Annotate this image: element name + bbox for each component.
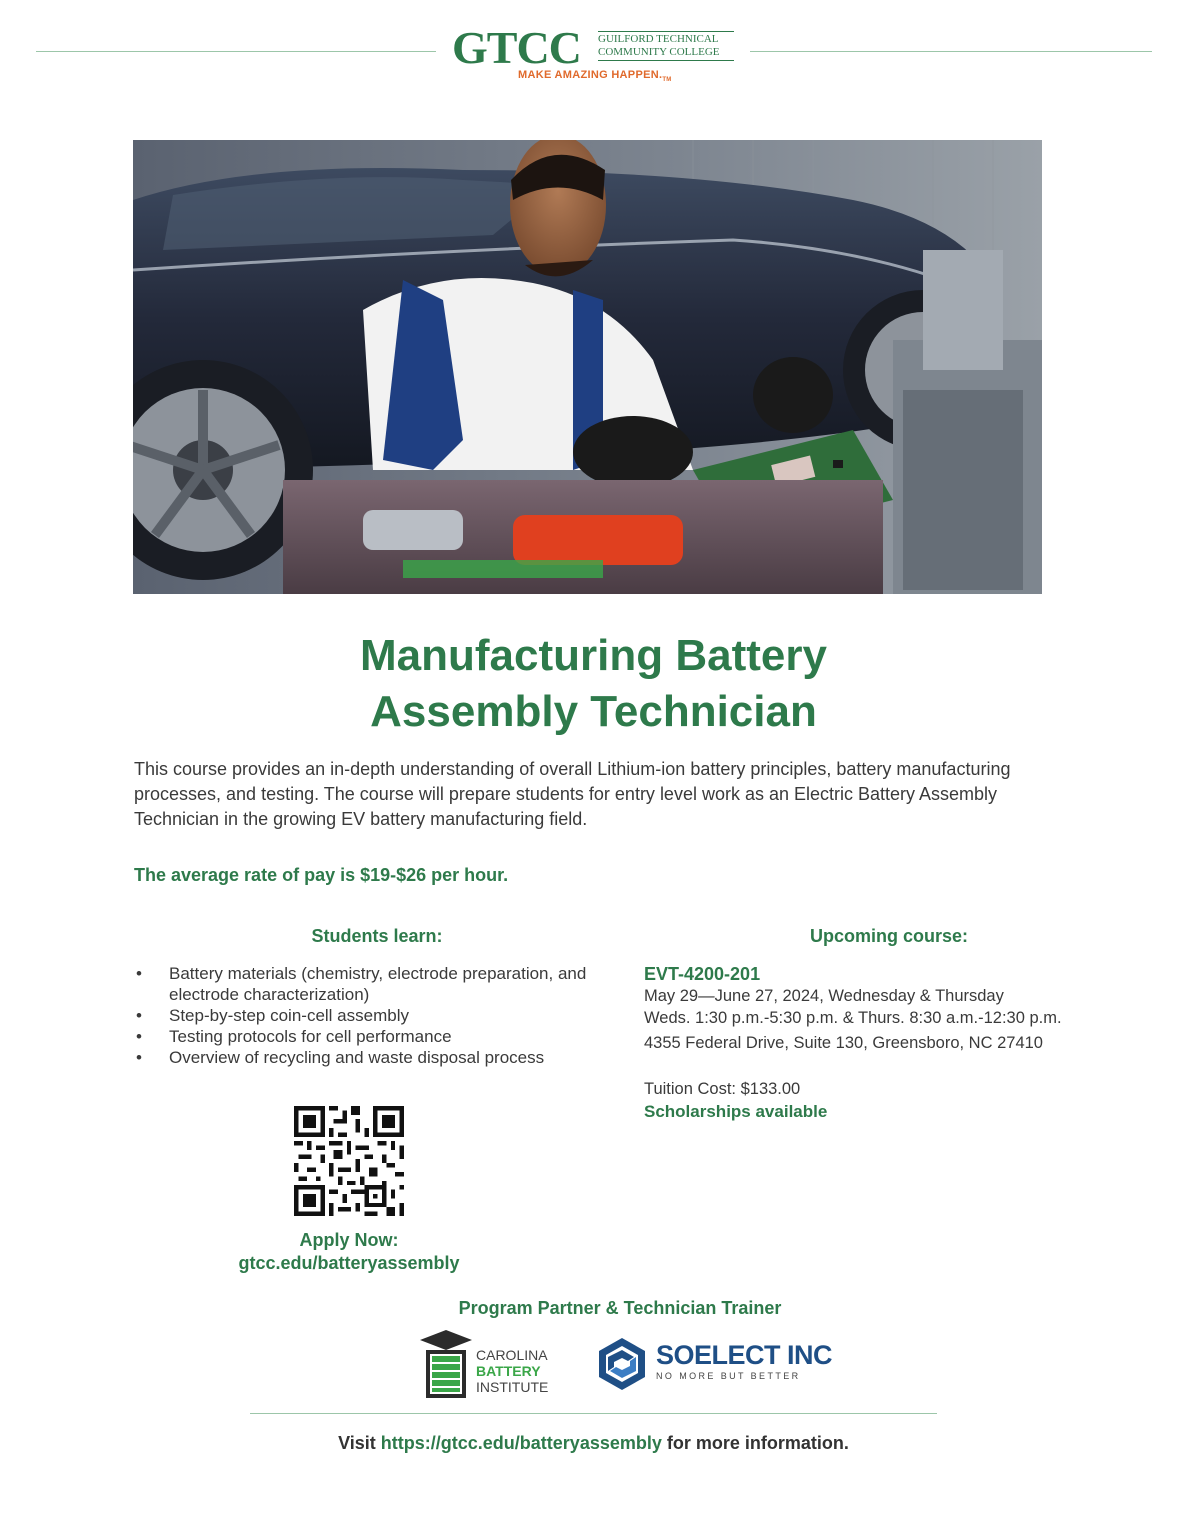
logo-tagline-text: MAKE AMAZING HAPPEN. — [518, 69, 663, 81]
course-code: EVT-4200-201 — [644, 964, 761, 984]
logo-tagline — [518, 69, 672, 83]
logo-name-line2: COMMUNITY COLLEGE — [598, 46, 720, 58]
tuition-cost: Tuition Cost: $133.00 — [644, 1080, 801, 1098]
logo-abbr: GTCC — [452, 22, 581, 73]
apply-now[interactable] — [134, 1229, 564, 1275]
qr-code[interactable] — [294, 1106, 404, 1216]
learn-item: • Battery materials (chemistry, electrode preparation, and electrode characterization) — [134, 963, 624, 1005]
learn-item: • Overview of recycling and waste disposal process — [134, 1047, 624, 1068]
logo-college-name — [598, 31, 734, 61]
learn-list — [134, 963, 624, 1068]
footer-prefix: Visit — [338, 1433, 376, 1453]
course-times: Weds. 1:30 p.m.-5:30 p.m. & Thurs. 8:30 a.m.-12:30 p.m. — [644, 1009, 1062, 1027]
learn-item: • Step-by-step coin-cell assembly — [134, 1005, 624, 1026]
hero-illustration — [133, 140, 1042, 594]
cbi-wordmark — [476, 1347, 548, 1395]
title-line1: Manufacturing Battery — [360, 631, 827, 680]
students-learn-heading: Students learn: — [311, 926, 443, 946]
course-address: 4355 Federal Drive, Suite 130, Greensboro, NC 27410 — [644, 1034, 1043, 1052]
learn-item: • Testing protocols for cell performance — [134, 1026, 624, 1047]
logo-name-line1: GUILFORD TECHNICAL — [598, 33, 719, 45]
apply-now-link[interactable]: gtcc.edu/batteryassembly — [238, 1253, 460, 1273]
hero-photo — [133, 140, 1042, 594]
scholarships-available: Scholarships available — [644, 1102, 828, 1121]
pay-rate: The average rate of pay is $19-$26 per hour. — [134, 865, 509, 885]
footer-note — [0, 1433, 1187, 1454]
course-description: This course provides an in-depth understanding of overall Lithium-ion battery principles, battery manufacturing processes, and testing. The course will prepare students for entry level work as an Electric Battery Assembly Technician in the growing EV battery manufacturing field. — [134, 759, 1011, 829]
footer-suffix: for more information. — [666, 1433, 849, 1453]
logo-trademark: TM — [662, 77, 672, 84]
page-title — [0, 628, 1187, 740]
battery-cap-icon — [418, 1330, 476, 1400]
soelect-emblem-icon — [594, 1336, 650, 1392]
header-rule-left — [36, 51, 436, 52]
partner-heading: Program Partner & Technician Trainer — [458, 1298, 782, 1318]
soelect-name: SOELECT INC — [656, 1340, 833, 1370]
carolina-battery-institute-logo[interactable] — [418, 1330, 578, 1400]
upcoming-course-heading: Upcoming course: — [809, 926, 969, 946]
footer-link[interactable]: https://gtcc.edu/batteryassembly — [380, 1433, 662, 1453]
title-line2: Assembly Technician — [370, 687, 817, 736]
course-dates: May 29—June 27, 2024, Wednesday & Thursday — [644, 987, 1004, 1005]
apply-now-label: Apply Now: — [299, 1230, 399, 1250]
cbi-line1: CAROLINA — [476, 1347, 548, 1363]
cbi-line2: BATTERY — [476, 1363, 541, 1379]
soelect-logo[interactable] — [594, 1336, 834, 1392]
cbi-line3: INSTITUTE — [476, 1379, 549, 1395]
gtcc-logo[interactable] — [452, 24, 742, 86]
soelect-tagline: NO MORE BUT BETTER — [656, 1371, 801, 1381]
footer-rule — [250, 1413, 937, 1414]
header-rule-right — [750, 51, 1152, 52]
